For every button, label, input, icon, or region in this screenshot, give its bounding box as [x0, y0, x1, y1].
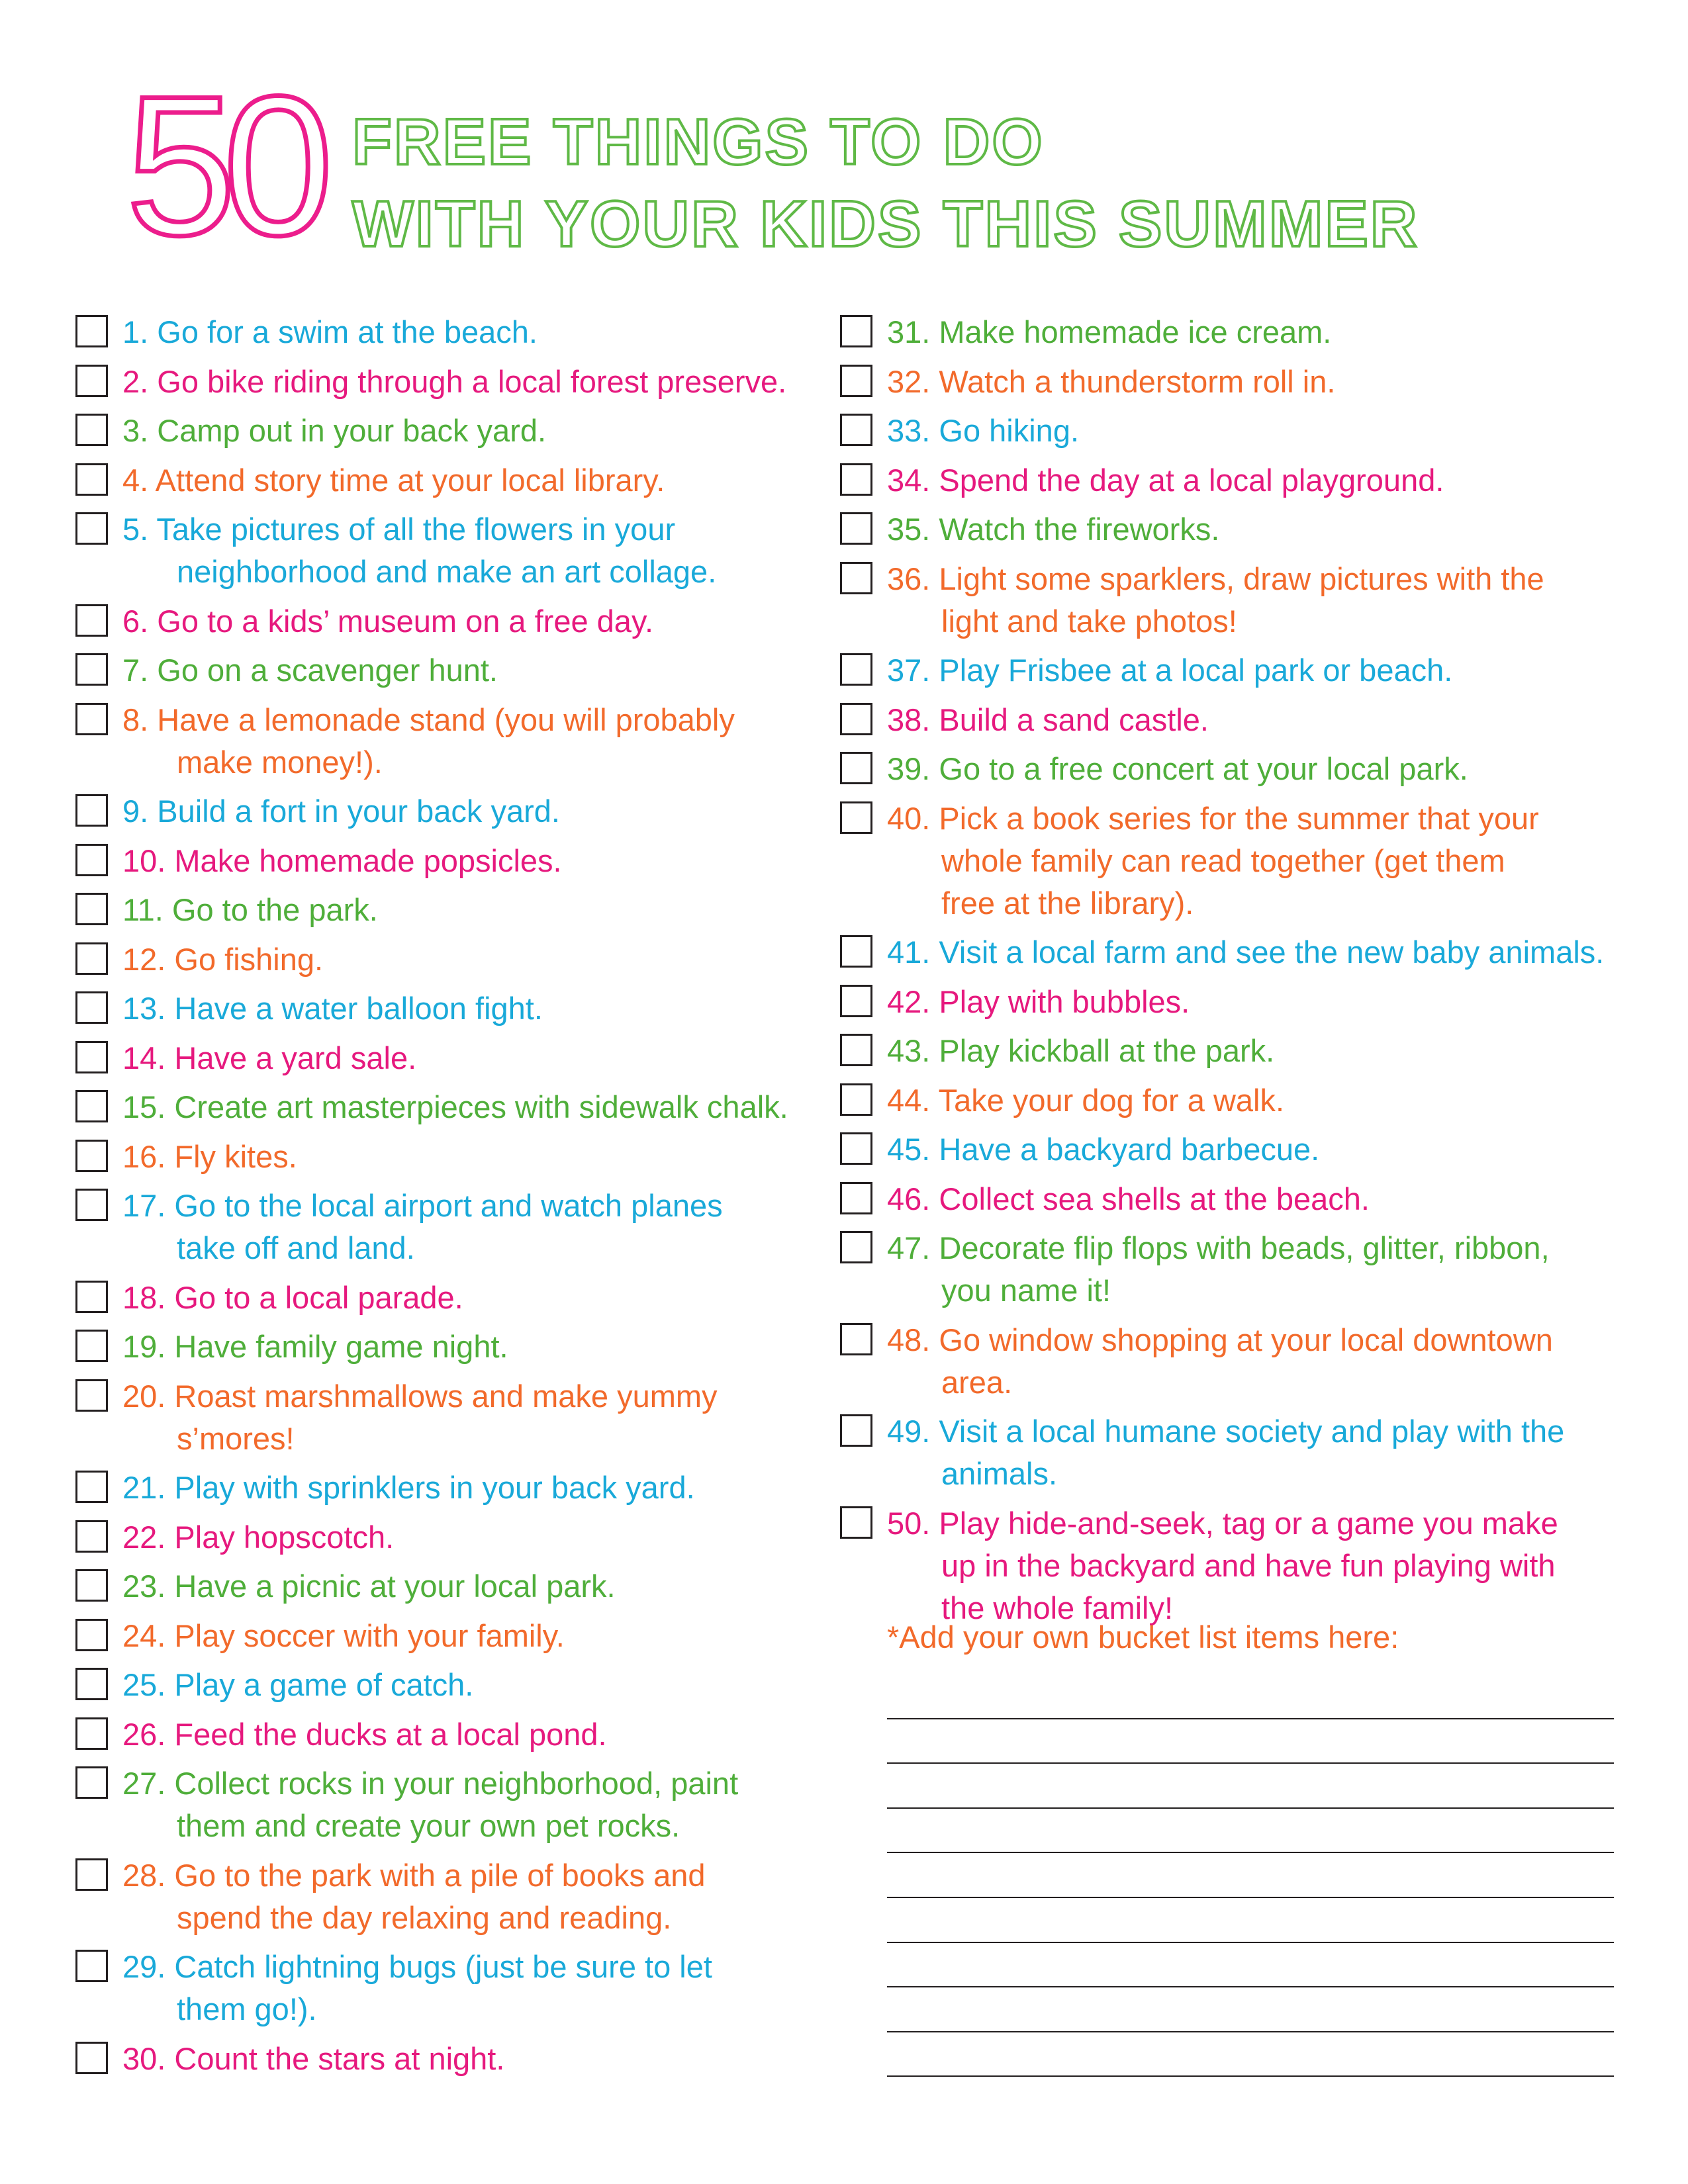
checklist-item: [71, 1664, 833, 1706]
item-text: Build a fort in your back yard.: [157, 794, 560, 829]
item-number: 6.: [122, 603, 149, 639]
checkbox[interactable]: [75, 1330, 108, 1362]
item-text-continued: spend the day relaxing and reading.: [177, 1899, 672, 1935]
checkbox[interactable]: [840, 653, 872, 686]
item-number: 13.: [122, 991, 166, 1026]
checklist-item: [71, 1854, 833, 1939]
item-number: 1.: [122, 314, 149, 349]
item-text: Have a yard sale.: [174, 1040, 417, 1075]
checkbox[interactable]: [75, 1569, 108, 1602]
checkbox[interactable]: [840, 1132, 872, 1165]
item-text: Light some sparklers, draw pictures with the: [939, 561, 1544, 596]
checkbox[interactable]: [840, 1506, 872, 1539]
item-number: 17.: [122, 1188, 166, 1223]
item-number: 34.: [887, 462, 931, 498]
checkbox[interactable]: [840, 703, 872, 735]
item-number: 44.: [887, 1082, 931, 1118]
checklist-item: [71, 459, 833, 502]
item-number: 31.: [887, 314, 931, 349]
checkbox[interactable]: [75, 844, 108, 876]
item-number: 11.: [122, 892, 164, 927]
checklist-item: [836, 1319, 1630, 1404]
checklist-item: [836, 410, 1630, 452]
checkbox[interactable]: [840, 1414, 872, 1447]
checkbox[interactable]: [75, 1619, 108, 1651]
item-number: 47.: [887, 1230, 931, 1265]
item-text-continued: them and create your own pet rocks.: [177, 1808, 680, 1843]
checklist-item: [71, 1615, 833, 1657]
checklist-item: [71, 1467, 833, 1509]
checklist-item: [836, 1030, 1630, 1072]
checkbox[interactable]: [840, 512, 872, 545]
item-number: 40.: [887, 800, 931, 836]
item-number: 22.: [122, 1519, 166, 1555]
write-in-line[interactable]: [887, 1853, 1614, 1898]
checklist-item: [71, 1565, 833, 1608]
item-number: 26.: [122, 1716, 166, 1752]
checklist-item: [71, 1277, 833, 1319]
write-in-lines: [887, 1674, 1614, 2077]
item-text: Pick a book series for the summer that your: [939, 800, 1539, 836]
checklist-item: [836, 1410, 1630, 1495]
item-text: Have a water balloon fight.: [174, 991, 543, 1026]
checkbox[interactable]: [75, 1090, 108, 1122]
checkbox[interactable]: [75, 703, 108, 735]
item-number: 48.: [887, 1322, 931, 1357]
checklist-item: [836, 1227, 1630, 1312]
item-number: 20.: [122, 1378, 166, 1414]
checklist-item: [71, 1516, 833, 1559]
item-text-continued: them go!).: [177, 1991, 317, 2026]
item-number: 2.: [122, 363, 149, 399]
item-text: Play with bubbles.: [939, 983, 1190, 1019]
item-text: Play Frisbee at a local park or beach.: [939, 653, 1453, 688]
checklist-item: [71, 1326, 833, 1368]
item-number: 27.: [122, 1766, 166, 1801]
checkbox[interactable]: [75, 942, 108, 975]
item-text: Visit a local humane society and play with the: [939, 1414, 1565, 1449]
item-number: 14.: [122, 1040, 166, 1075]
item-text: Play hide-and-seek, tag or a game you make: [939, 1505, 1558, 1541]
write-in-line[interactable]: [887, 2032, 1614, 2077]
checklist-item: [71, 1086, 833, 1128]
item-number: 38.: [887, 702, 931, 737]
checkbox[interactable]: [840, 985, 872, 1017]
checklist-item: [836, 508, 1630, 551]
write-in-line[interactable]: [887, 1674, 1614, 1719]
item-text: Have family game night.: [174, 1329, 508, 1364]
checklist-item: [71, 1762, 833, 1847]
item-number: 15.: [122, 1089, 166, 1124]
checkbox[interactable]: [840, 752, 872, 784]
item-number: 4.: [122, 462, 149, 498]
checklist-item: [836, 558, 1630, 643]
checkbox[interactable]: [75, 1668, 108, 1700]
item-text-continued: up in the backyard and have fun playing with: [941, 1547, 1556, 1583]
checklist-item: [836, 699, 1630, 741]
title-text: [352, 101, 1419, 265]
checkbox[interactable]: [75, 1140, 108, 1172]
item-number: 33.: [887, 413, 931, 448]
item-text: Go to a local parade.: [174, 1279, 463, 1315]
checklist-item: [71, 1375, 833, 1460]
checklist-item: [71, 600, 833, 643]
item-text: Watch the fireworks.: [939, 512, 1220, 547]
item-number: 42.: [887, 983, 931, 1019]
item-number: 50.: [887, 1505, 931, 1541]
checklist-item: [71, 1713, 833, 1756]
item-number: 24.: [122, 1617, 166, 1653]
item-number: 7.: [122, 653, 149, 688]
item-number: 5.: [122, 512, 149, 547]
checkbox[interactable]: [840, 935, 872, 968]
item-text-continued: animals.: [941, 1456, 1058, 1491]
item-number: 23.: [122, 1569, 166, 1604]
add-your-own-note: *Add your own bucket list items here:: [887, 1619, 1399, 1655]
item-text: Take your dog for a walk.: [938, 1082, 1285, 1118]
checkbox[interactable]: [840, 1182, 872, 1214]
item-text: Go bike riding through a local forest preserve.: [157, 363, 787, 399]
checkbox[interactable]: [75, 1471, 108, 1503]
item-text-continued: neighborhood and make an art collage.: [177, 554, 717, 589]
item-text: Go to the park.: [171, 892, 378, 927]
item-text: Go to the local airport and watch planes: [174, 1188, 723, 1223]
checklist-item: [71, 649, 833, 692]
write-in-line[interactable]: [887, 1943, 1614, 1988]
write-in-line[interactable]: [887, 1719, 1614, 1764]
checklist-item: [836, 1502, 1630, 1629]
checkbox[interactable]: [75, 414, 108, 446]
item-text: Feed the ducks at a local pond.: [174, 1716, 607, 1752]
item-text-continued: you name it!: [941, 1273, 1111, 1308]
item-text: Have a picnic at your local park.: [174, 1569, 616, 1604]
item-number: 43.: [887, 1033, 931, 1068]
item-text-continued: whole family can read together (get them: [941, 842, 1505, 878]
checklist-item: [836, 361, 1630, 403]
checkbox[interactable]: [75, 315, 108, 347]
checklist-item: [71, 410, 833, 452]
checkbox[interactable]: [840, 315, 872, 347]
checklist-item: [836, 649, 1630, 692]
checkbox[interactable]: [840, 414, 872, 446]
checklist-item: [71, 790, 833, 833]
title-number: 50: [126, 54, 320, 277]
checklist-item: [71, 699, 833, 784]
item-text: Collect rocks in your neighborhood, paint: [174, 1766, 739, 1801]
title-line-2: WITH YOUR KIDS THIS SUMMER: [352, 187, 1419, 260]
item-text: Make homemade ice cream.: [939, 314, 1332, 349]
item-number: 16.: [122, 1138, 166, 1174]
item-text-continued: s’mores!: [177, 1420, 295, 1456]
item-text: Go hiking.: [939, 413, 1080, 448]
item-number: 12.: [122, 941, 166, 977]
item-text: Fly kites.: [174, 1138, 297, 1174]
item-text: Watch a thunderstorm roll in.: [939, 363, 1336, 399]
checkbox[interactable]: [840, 801, 872, 834]
checkbox[interactable]: [75, 653, 108, 686]
item-text: Build a sand castle.: [939, 702, 1209, 737]
item-number: 8.: [122, 702, 149, 737]
item-number: 28.: [122, 1857, 166, 1893]
checklist-item: [71, 2038, 833, 2080]
item-text: Count the stars at night.: [174, 2040, 505, 2076]
checklist-item: [836, 459, 1630, 502]
item-text: Play with sprinklers in your back yard.: [174, 1470, 695, 1505]
item-number: 3.: [122, 413, 149, 448]
item-text: Go to the park with a pile of books and: [174, 1857, 706, 1893]
write-in-line[interactable]: [887, 1987, 1614, 2032]
title-line-1: FREE THINGS TO DO: [352, 105, 1045, 178]
item-number: 21.: [122, 1470, 166, 1505]
checklist-column-left: [71, 311, 833, 2087]
checkbox[interactable]: [75, 1041, 108, 1073]
write-in-line[interactable]: [887, 1764, 1614, 1809]
checkbox[interactable]: [75, 463, 108, 496]
item-text: Go on a scavenger hunt.: [157, 653, 498, 688]
checklist-item: [71, 840, 833, 882]
checklist-item: [836, 311, 1630, 353]
checklist-item: [836, 797, 1630, 925]
item-text: Camp out in your back yard.: [157, 413, 547, 448]
item-text: Take pictures of all the flowers in your: [156, 512, 676, 547]
item-number: 19.: [122, 1329, 166, 1364]
item-text: Attend story time at your local library.: [155, 462, 665, 498]
checkbox[interactable]: [75, 1281, 108, 1313]
item-number: 25.: [122, 1667, 166, 1702]
checkbox[interactable]: [840, 562, 872, 594]
item-text-continued: area.: [941, 1364, 1013, 1400]
checkbox[interactable]: [75, 512, 108, 545]
checkbox[interactable]: [75, 991, 108, 1024]
checkbox[interactable]: [75, 1520, 108, 1553]
checklist-item: [71, 987, 833, 1030]
item-number: 39.: [887, 751, 931, 786]
item-number: 46.: [887, 1181, 931, 1216]
checkbox[interactable]: [75, 604, 108, 637]
checklist-item: [836, 931, 1630, 974]
checkbox[interactable]: [75, 1766, 108, 1799]
item-text: Go fishing.: [174, 941, 324, 977]
item-text: Collect sea shells at the beach.: [939, 1181, 1370, 1216]
item-text: Go to a free concert at your local park.: [939, 751, 1468, 786]
checklist-item: [71, 1037, 833, 1079]
item-text: Catch lightning bugs (just be sure to let: [174, 1949, 712, 1984]
checklist-item: [71, 938, 833, 981]
item-text-continued: take off and land.: [177, 1230, 415, 1265]
checkbox[interactable]: [75, 893, 108, 925]
checklist-item: [71, 889, 833, 931]
item-text: Decorate flip flops with beads, glitter, ribbon,: [939, 1230, 1550, 1265]
checklist-item: [836, 1178, 1630, 1220]
item-text-continued: the whole family!: [941, 1590, 1174, 1625]
item-number: 36.: [887, 561, 931, 596]
item-number: 35.: [887, 512, 931, 547]
write-in-line[interactable]: [887, 1898, 1614, 1943]
item-text: Play kickball at the park.: [939, 1033, 1275, 1068]
item-text: Play soccer with your family.: [174, 1617, 565, 1653]
checklist-item: [836, 748, 1630, 790]
checklist-item: [71, 1185, 833, 1269]
item-number: 10.: [122, 842, 166, 878]
item-text: Have a lemonade stand (you will probably: [157, 702, 735, 737]
checklist-column-right: [836, 311, 1630, 1636]
checklist-item: [836, 1079, 1630, 1122]
item-text: Play hopscotch.: [174, 1519, 395, 1555]
item-number: 30.: [122, 2040, 166, 2076]
item-number: 45.: [887, 1132, 931, 1167]
checkbox[interactable]: [75, 1858, 108, 1891]
checklist-item: [71, 311, 833, 353]
item-text-continued: make money!).: [177, 744, 383, 780]
checkbox[interactable]: [75, 794, 108, 827]
item-text-continued: light and take photos!: [941, 603, 1237, 639]
checklist-item: [71, 361, 833, 403]
item-text: Create art masterpieces with sidewalk chalk.: [174, 1089, 788, 1124]
item-text: Go to a kids’ museum on a free day.: [157, 603, 654, 639]
checkbox[interactable]: [75, 2042, 108, 2074]
item-text: Make homemade popsicles.: [174, 842, 562, 878]
checklist-item: [836, 981, 1630, 1023]
item-text: Visit a local farm and see the new baby animals.: [939, 934, 1605, 970]
item-text: Go for a swim at the beach.: [157, 314, 538, 349]
checklist-item: [836, 1128, 1630, 1171]
checkbox[interactable]: [840, 463, 872, 496]
checkbox[interactable]: [75, 1379, 108, 1412]
checkbox[interactable]: [75, 365, 108, 397]
item-text: Play a game of catch.: [174, 1667, 474, 1702]
item-number: 18.: [122, 1279, 166, 1315]
checkbox[interactable]: [840, 1323, 872, 1355]
checkbox[interactable]: [75, 1950, 108, 1982]
item-number: 37.: [887, 653, 931, 688]
item-text: Spend the day at a local playground.: [939, 462, 1444, 498]
checkbox[interactable]: [840, 1083, 872, 1116]
item-number: 49.: [887, 1414, 931, 1449]
write-in-line[interactable]: [887, 1809, 1614, 1854]
item-text: Have a backyard barbecue.: [939, 1132, 1320, 1167]
checkbox[interactable]: [75, 1189, 108, 1221]
item-number: 32.: [887, 363, 931, 399]
item-number: 29.: [122, 1949, 166, 1984]
item-text: Roast marshmallows and make yummy: [174, 1378, 718, 1414]
checkbox[interactable]: [840, 1231, 872, 1263]
checklist-item: [71, 1946, 833, 2030]
checklist-item: [71, 508, 833, 593]
item-number: 9.: [122, 794, 149, 829]
checkbox[interactable]: [840, 365, 872, 397]
item-text-continued: free at the library).: [941, 885, 1194, 921]
checklist-item: [71, 1136, 833, 1178]
checkbox[interactable]: [75, 1717, 108, 1750]
checkbox[interactable]: [840, 1034, 872, 1066]
item-number: 41.: [887, 934, 931, 970]
item-text: Go window shopping at your local downtown: [939, 1322, 1553, 1357]
